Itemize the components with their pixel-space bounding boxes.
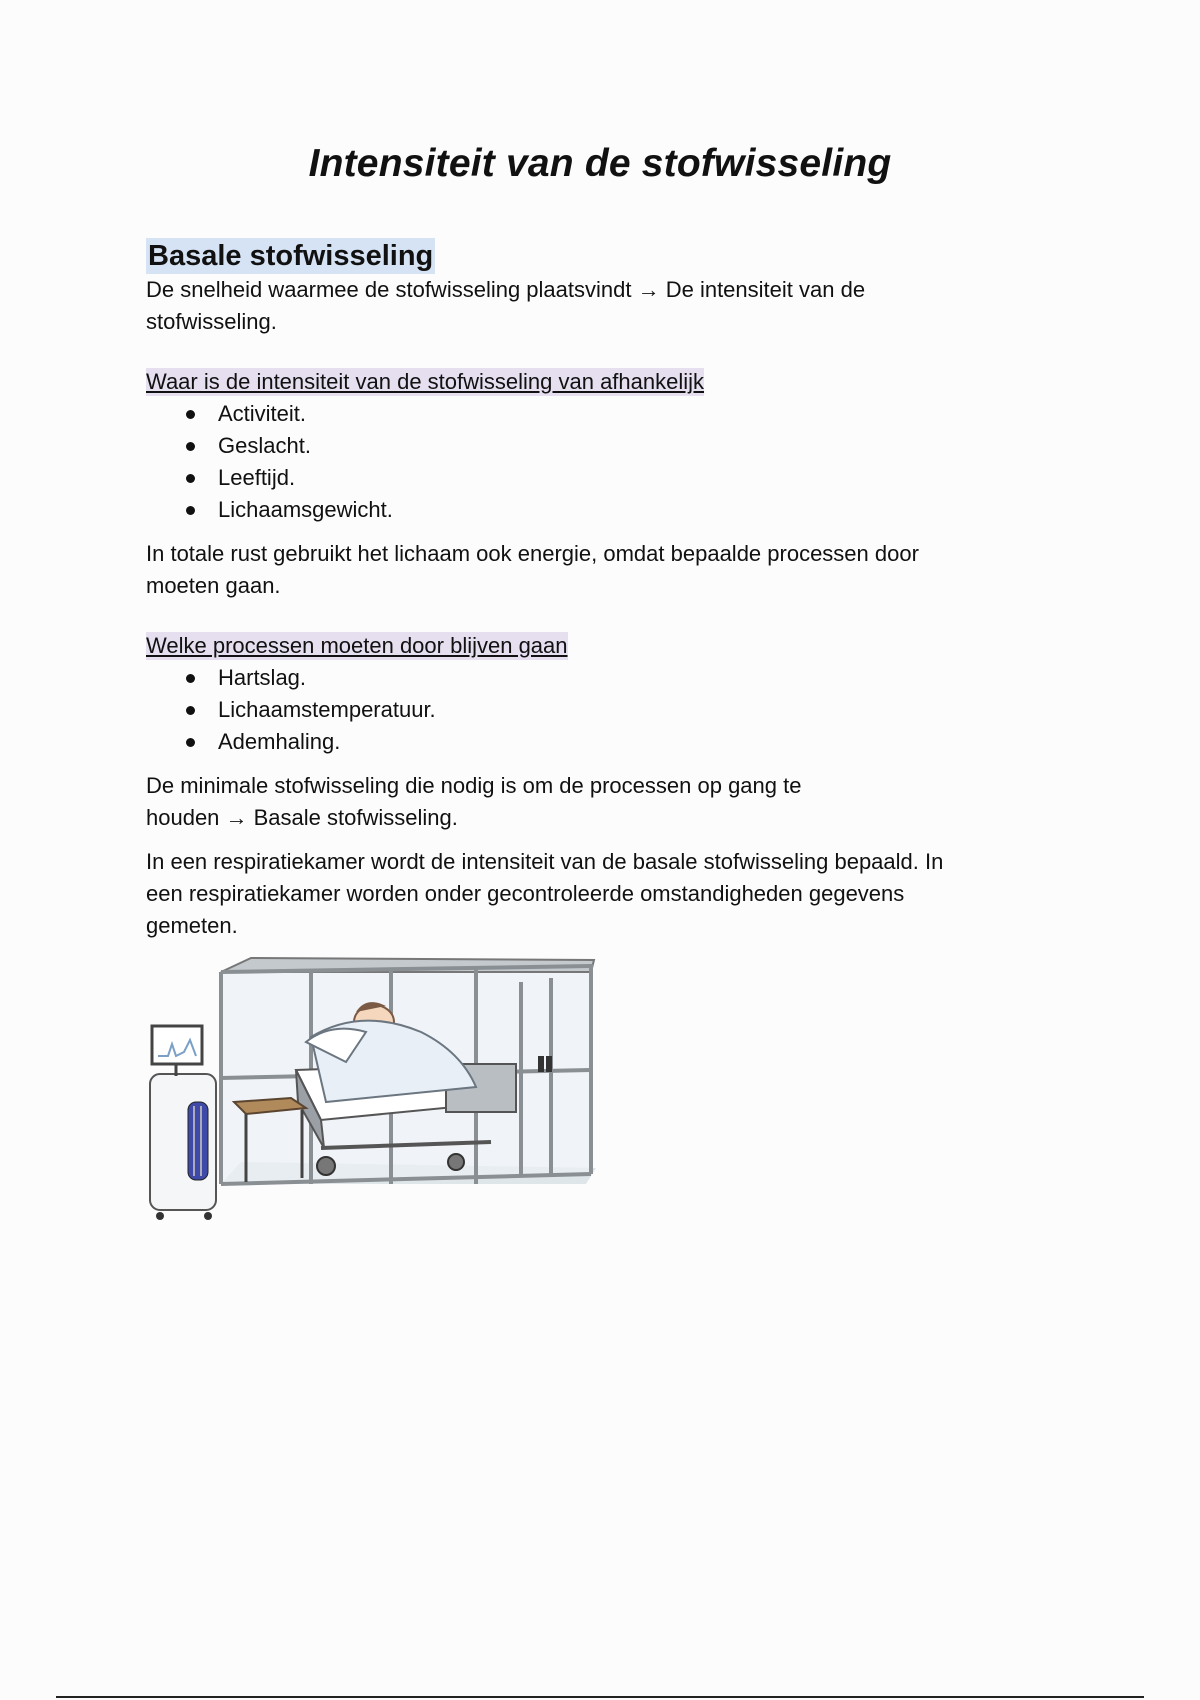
rest-line-2: moeten gaan. <box>146 573 281 598</box>
page-title: Intensiteit van de stofwisseling <box>308 142 892 185</box>
basal-line-2: houden → Basale stofwisseling. <box>146 805 458 830</box>
chamber-line-3: gemeten. <box>146 913 238 938</box>
list-item: Hartslag. <box>146 662 1046 694</box>
document-body <box>146 238 1046 942</box>
question-dependency: Waar is de intensiteit van de stofwisseling van afhankelijk <box>146 369 705 394</box>
question-processes: Welke processen moeten door blijven gaan <box>146 633 568 658</box>
factor-list <box>146 398 1046 526</box>
page-bottom-rule <box>56 1696 1144 1698</box>
analyzer-machine <box>150 1026 216 1220</box>
section-heading: Basale stofwisseling <box>148 240 434 272</box>
chamber-line-1: In een respiratiekamer wordt de intensiteit van de basale stofwisseling bepaald. In <box>146 849 944 874</box>
list-item: Activiteit. <box>146 398 1046 430</box>
list-item: Lichaamstemperatuur. <box>146 694 1046 726</box>
list-item: Lichaamsgewicht. <box>146 494 1046 526</box>
respiration-chamber-illustration <box>146 952 598 1234</box>
list-item: Leeftijd. <box>146 462 1046 494</box>
chamber-line-2: een respiratiekamer worden onder gecontroleerde omstandigheden gegevens <box>146 881 905 906</box>
process-list <box>146 662 1046 758</box>
basal-line-1: De minimale stofwisseling die nodig is om de processen op gang te <box>146 773 802 798</box>
rest-line-1: In totale rust gebruikt het lichaam ook energie, omdat bepaalde processen door <box>146 541 919 566</box>
door-handle <box>538 1056 544 1072</box>
list-item: Ademhaling. <box>146 726 1046 758</box>
intro-line-2: stofwisseling. <box>146 309 277 334</box>
door-handle <box>546 1056 552 1072</box>
intro-line-1: De snelheid waarmee de stofwisseling plaatsvindt → De intensiteit van de <box>146 277 866 302</box>
list-item: Geslacht. <box>146 430 1046 462</box>
